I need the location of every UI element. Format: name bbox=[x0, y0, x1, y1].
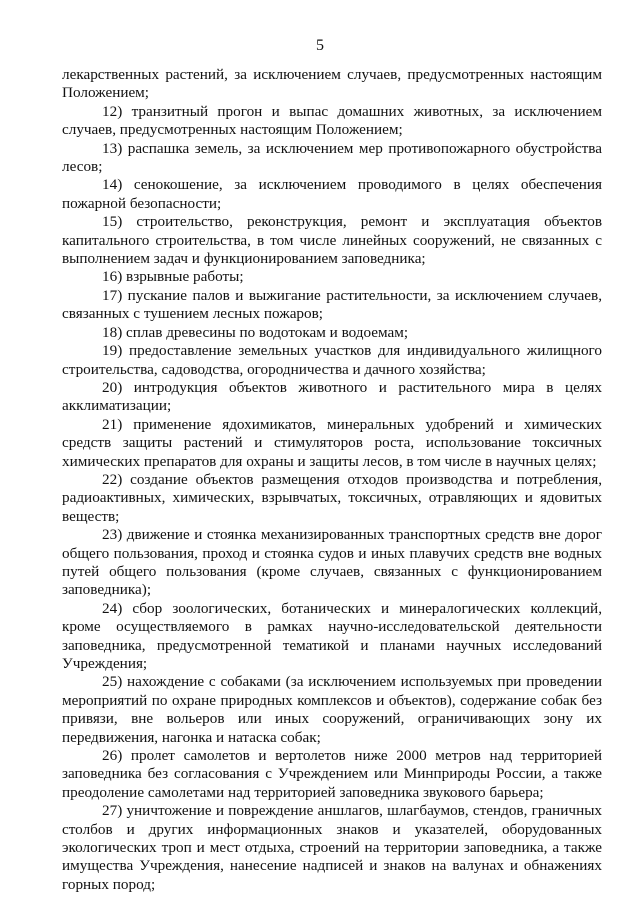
paragraph-item-25: 25) нахождение с собаками (за исключением используемых при проведении мероприятий по охране природных комплексов и объектов), содержание собак без привязи, вне вольеров или иных сооружений, ограничивающих зону их передвижения, нагонка и натаска собак; bbox=[62, 673, 602, 746]
paragraph-continuation: лекарственных растений, за исключением случаев, предусмотренных настоящим Положением; bbox=[62, 66, 602, 102]
paragraph-item-23: 23) движение и стоянка механизированных транспортных средств вне дорог общего пользования, проход и стоянка судов и иных плавучих средств вне водных путей общего пользования (кроме случаев, связанных с функционированием заповедника); bbox=[62, 526, 602, 599]
paragraph-item-13: 13) распашка земель, за исключением мер противопожарного обустройства лесов; bbox=[62, 139, 602, 176]
paragraph-item-15: 15) строительство, реконструкция, ремонт и эксплуатация объектов капитального строительства, в том числе линейных сооружений, не связанных с выполнением задач и функционированием заповедника; bbox=[62, 213, 602, 268]
paragraph-item-17: 17) пускание палов и выжигание растительности, за исключением случаев, связанных с тушением лесных пожаров; bbox=[62, 286, 602, 323]
paragraph-item-14: 14) сенокошение, за исключением проводимого в целях обеспечения пожарной безопасности; bbox=[62, 176, 602, 212]
paragraph-item-24: 24) сбор зоологических, ботанических и минералогических коллекций, кроме осуществляемого в рамках научно-исследовательской деятельности заповедника, предусмотренной тематикой и планами научных исследований Учреждения; bbox=[62, 599, 602, 672]
paragraph-item-16: 16) взрывные работы; bbox=[102, 268, 244, 286]
paragraph-item-12: 12) транзитный прогон и выпас домашних животных, за исключением случаев, предусмотренных настоящим Положением; bbox=[62, 102, 602, 139]
paragraph-item-18: 18) сплав древесины по водотокам и водоемам; bbox=[102, 323, 409, 341]
paragraph-item-19: 19) предоставление земельных участков для индивидуального жилищного строительства, садоводства, огородничества и дачного хозяйства; bbox=[62, 342, 602, 378]
document-body bbox=[62, 66, 602, 894]
paragraph-item-22: 22) создание объектов размещения отходов производства и потребления, радиоактивных, химических, взрывчатых, токсичных, отравляющих и ядовитых веществ; bbox=[62, 470, 602, 525]
paragraph-item-21: 21) применение ядохимикатов, минеральных удобрений и химических средств защиты растений и стимуляторов роста, использование токсичных химических препаратов для охраны и защиты лесов, в том числе в научных целях; bbox=[62, 415, 602, 470]
page-number: 5 bbox=[316, 37, 324, 54]
paragraph-item-27: 27) уничтожение и повреждение аншлагов, шлагбаумов, стендов, граничных столбов и других информационных знаков и указателей, оборудованных экологических троп и мест отдыха, строений на территории заповедника, а также имущества Учреждения, нанесение надписей и знаков на валунах и обнажениях горных пород; bbox=[62, 802, 602, 893]
paragraph-item-20: 20) интродукция объектов животного и растительного мира в целях акклиматизации; bbox=[62, 378, 602, 415]
paragraph-item-26: 26) пролет самолетов и вертолетов ниже 2000 метров над территорией заповедника без согласования с Учреждением или Минприроды России, а также преодоление самолетами над территорией заповедника звукового барьера; bbox=[62, 747, 602, 801]
